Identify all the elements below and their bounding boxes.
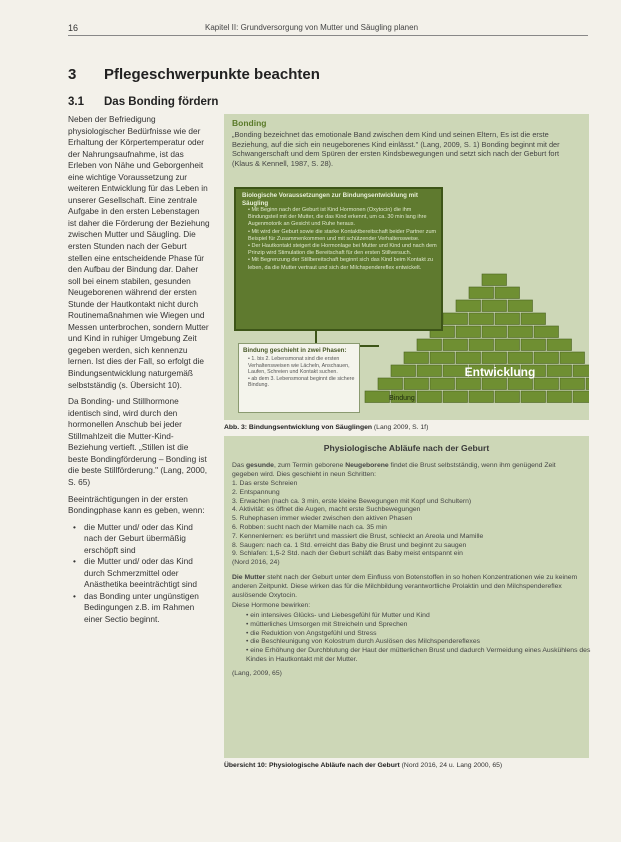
pyramid-brick — [430, 378, 455, 390]
list-item: • eine Erhöhung der Durchblutung der Haut der mütterlichen Brust und dadurch Vermeidung eines Auskühlens des Kindes in Hautkontakt mit der Mutter. — [246, 647, 596, 665]
pyramid-brick — [365, 391, 390, 403]
pyramid-brick — [534, 326, 559, 338]
pyramid-brick — [482, 300, 507, 312]
pyramid-brick — [560, 352, 585, 364]
steps-list — [232, 480, 582, 568]
list-item: • die Reduktion von Angstgefühl und Stress — [246, 630, 596, 639]
list-item: 5. Ruhephasen immer wieder zwischen den aktiven Phasen — [232, 515, 413, 523]
pyramid-brick — [430, 352, 455, 364]
steps-source: (Nord 2016, 24) — [232, 559, 280, 567]
mother-paragraph: Die Mutter steht nach der Geburt unter dem Einfluss von Botenstoffen in so hohen Konzentrationen wie zu keinem anderen Zeitpunkt. Diese wirken das für die Milchbildung verantwortliche Prolaktin und den Milchspendereflex auslösende Oxytocin. — [232, 574, 578, 599]
impairment-list — [68, 522, 210, 626]
pyramid-label: Entwicklung — [464, 365, 536, 379]
caption-label: Abb. 3: Bindungsentwicklung von Säuglingen — [224, 424, 373, 431]
pyramid-brick — [521, 313, 546, 325]
pyramid-brick — [521, 339, 546, 351]
pyramid-brick — [508, 326, 533, 338]
pyramid-brick — [534, 352, 559, 364]
list-item: • ein intensives Glücks- und Liebesgefühl für Mutter und Kind — [246, 612, 596, 621]
pyramid-brick — [495, 313, 520, 325]
page-number: 16 — [68, 23, 79, 33]
list-item: • die Mutter und/ oder das Kind nach der Geburt übermäßig erschöpft sind — [84, 522, 210, 557]
pyramid-brick — [378, 378, 403, 390]
section-number: 3.1 — [68, 96, 84, 108]
list-item: 7. Kennenlernen: es berührt und massiert die Brust, schleckt an Areola und Mamille — [232, 532, 484, 540]
pyramid-brick — [404, 378, 429, 390]
pyramid-brick — [469, 391, 494, 403]
pyramid-brick — [547, 339, 572, 351]
list-item: 8. Saugen: nach ca. 1 Std. erreicht das Baby die Brust und beginnt zu saugen — [232, 541, 467, 549]
pyramid-brick — [495, 339, 520, 351]
pyramid-brick — [508, 378, 533, 390]
list-item: 4. Aktivität: es öffnet die Augen, macht erste Suchbewegungen — [232, 506, 421, 514]
bonding-definition: „Bonding bezeichnet das emotionale Band zwischen dem Kind und seinen Eltern, Es ist die erste Beziehung, auf die sich ein neugeborenes Kind einlässt." (Lang, 2009, S. 1) Bonding beginnt mit der Schwangerschaft und dem Spüren der ersten Kindsbewegungen und setzt sich nach der Geburt fort (Klaus & Kennell, 1987, S. 28). — [232, 130, 560, 168]
pyramid-brick — [391, 365, 416, 377]
pyramid-brick — [482, 274, 507, 286]
pyramid-brick — [456, 300, 481, 312]
list-item: • ab dem 3. Lebensmonat beginnt die sichere Bindung. — [248, 376, 360, 389]
list-item: 1. Das erste Schreien — [232, 480, 298, 487]
caption-source: (Lang 2009, S. 1f) — [373, 424, 429, 431]
pyramid-brick — [469, 287, 494, 299]
list-item: 2. Entspannung — [232, 488, 280, 496]
list-item: • Mit Beginn nach der Geburt ist Kind Hormonen (Oxytocin) die ihm Bindungsteil mit der Mutter, die das Kind erkennt, um ca. 30 min lang ihre Augenmotorik an Gesicht und Ruhe heraus. — [248, 207, 441, 229]
physiology-box — [224, 436, 589, 758]
pyramid-brick — [482, 378, 507, 390]
physiology-intro: Das gesunde, zum Termin geborene Neugeborene findet die Brust selbstständig, wenn ihm genügend Zeit gegeben wird. Dies geschieht in neun Schritten: — [232, 462, 556, 478]
list-item: • Der Hautkontakt steigert die Hormonlage bei Mutter und Kind und nach dem Prinzip wird Stimulation die Bereitschaft für den ersten Stillversuch. — [248, 243, 441, 257]
list-item: • mütterliches Umsorgen mit Streicheln und Sprechen — [246, 621, 596, 630]
pyramid-brick — [534, 378, 559, 390]
phases-title: Bindung geschieht in zwei Phasen: — [243, 347, 347, 354]
pyramid-brick — [456, 326, 481, 338]
pyramid-brick — [443, 339, 468, 351]
list-item: • 1. bis 2. Lebensmonat sind die ersten Verhaltensweisen wie Lächeln, Anschauen, Laufen, Schreien und Kontakt suchen. — [248, 356, 360, 376]
body-paragraph-1: Neben der Befriedigung physiologischer Bedürfnisse wie der Erhaltung der Körpertemperatur oder der Nahrungsaufnahme, ist das Erleben von Nähe und Geborgenheit eine wichtige Voraussetzung zur weiteren Entwicklung für das Leben in unserer Gesellschaft. Eine zentrale Aufgabe in den ersten Lebenstagen ist daher die Förderung der Beziehung zwischen Mutter und Säugling. Die ersten Stunden nach der Geburt stellen eine entscheidende Phase für den Aufbau der Bindung dar. Daher soll bei einem stabilen, gesunden Neugeborenen während der ersten Stunde der Hautkontakt nicht durch Routinemaßnahmen wie Wiegen und Messen unterbrochen, sondern Mutter und Kind in ruhiger Umgebung Zeit gegeben werden, sich kennenzu lernen. Ist dies der Fall, so erfolgt die Bindungsentwicklung naturgemäß selbstständig (s. Übersicht 10). — [68, 114, 210, 390]
pyramid-brick — [547, 391, 572, 403]
list-item: • Mit wird der Geburt sowie die starke Kontaktbereitschaft beider Partner zum Beispiel für Zusammenkommen und mit schützender Verhaltensweise. — [248, 229, 441, 243]
list-item: • das Bonding unter ungünstigen Bedingungen z.B. im Rahmen einer Sectio beginnt. — [84, 591, 210, 626]
header-rule — [68, 35, 588, 36]
pyramid-brick — [417, 391, 442, 403]
pyramid-brick — [586, 378, 589, 390]
pyramid-brick — [521, 391, 546, 403]
list-item: 9. Schlafen: 1,5-2 Std. nach der Geburt schläft das Baby meist entspannt ein — [232, 550, 463, 558]
prerequisites-title: Biologische Voraussetzungen zur Bindungsentwicklung mit Säugling — [242, 192, 418, 207]
pyramid-brick — [417, 365, 442, 377]
pyramid-brick — [573, 365, 589, 377]
pyramid-brick — [508, 352, 533, 364]
chapter-number: 3 — [68, 66, 77, 83]
phases-box — [238, 343, 360, 413]
pyramid-brick — [482, 326, 507, 338]
pyramid-brick — [482, 352, 507, 364]
running-title: Kapitel II: Grundversorgung von Mutter und Säugling planen — [205, 23, 419, 32]
chapter-title: Pflegeschwerpunkte beachten — [104, 66, 320, 83]
pyramid-brick — [443, 391, 468, 403]
body-paragraph-3: Beeinträchtigungen in der ersten Bondingphase kann es geben, wenn: — [68, 493, 205, 516]
figure-caption — [224, 424, 428, 431]
list-item: 6. Robben: sucht nach der Mamille nach ca. 35 min — [232, 523, 387, 531]
pyramid-brick — [456, 378, 481, 390]
pyramid-base-label: Bindung — [389, 395, 415, 402]
section-heading — [68, 96, 218, 108]
pyramid-brick — [547, 365, 572, 377]
prerequisites-box — [234, 187, 443, 331]
list-item: • die Mutter und/ oder das Kind durch Schmerzmittel oder Anästhetika beeinträchtigt sind — [84, 556, 210, 591]
hormone-list — [232, 612, 596, 665]
pyramid-brick — [560, 378, 585, 390]
pyramid-brick — [404, 352, 429, 364]
pyramid-brick — [469, 313, 494, 325]
pyramid-brick — [469, 339, 494, 351]
list-item: 3. Erwachen (nach ca. 3 min, erste kleine Bewegungen mit Kopf und Schultern) — [232, 497, 472, 505]
list-item: • die Beschleunigung von Kolostrum durch Auslösen des Milchspendereflexes — [246, 638, 596, 647]
list-item: • Mit Begrenzung der Stillbereitschaft beginnt sich das Kind beim Kontakt zu leben, da die Mutter vertraut und sich der Milchspendereflex entwickelt. — [248, 257, 441, 271]
body-text-column — [68, 114, 210, 626]
pyramid-brick — [495, 287, 520, 299]
section-title: Das Bonding fördern — [104, 96, 219, 108]
chapter-heading — [68, 66, 320, 83]
pyramid-brick — [508, 300, 533, 312]
body-paragraph-2: Da Bonding- und Stillhormone identisch sind, wird durch den hormonellen Anschub bei jeder Stillmahlzeit die Mutter-Kind-Beziehung vertieft. „Stillen ist die beste Bondingförderung – Bonding ist die beste Stillförderung." (Lang, 2000, S. 65) — [68, 396, 208, 487]
pyramid-brick — [573, 391, 589, 403]
physiology-title: Physiologische Abläufe nach der Geburt — [323, 443, 490, 453]
caption-source: (Nord 2016, 24 u. Lang 2000, 65) — [401, 762, 503, 769]
bonding-title: Bonding — [232, 118, 267, 128]
overview-caption — [224, 762, 502, 769]
pyramid-brick — [417, 339, 442, 351]
pyramid-brick — [456, 352, 481, 364]
hormone-source: (Lang, 2009, 65) — [232, 670, 282, 677]
pyramid-brick — [443, 313, 468, 325]
hormone-intro: Diese Hormone bewirken: — [232, 602, 311, 609]
pyramid-brick — [495, 391, 520, 403]
caption-label: Übersicht 10: Physiologische Abläufe nach der Geburt — [224, 762, 400, 769]
